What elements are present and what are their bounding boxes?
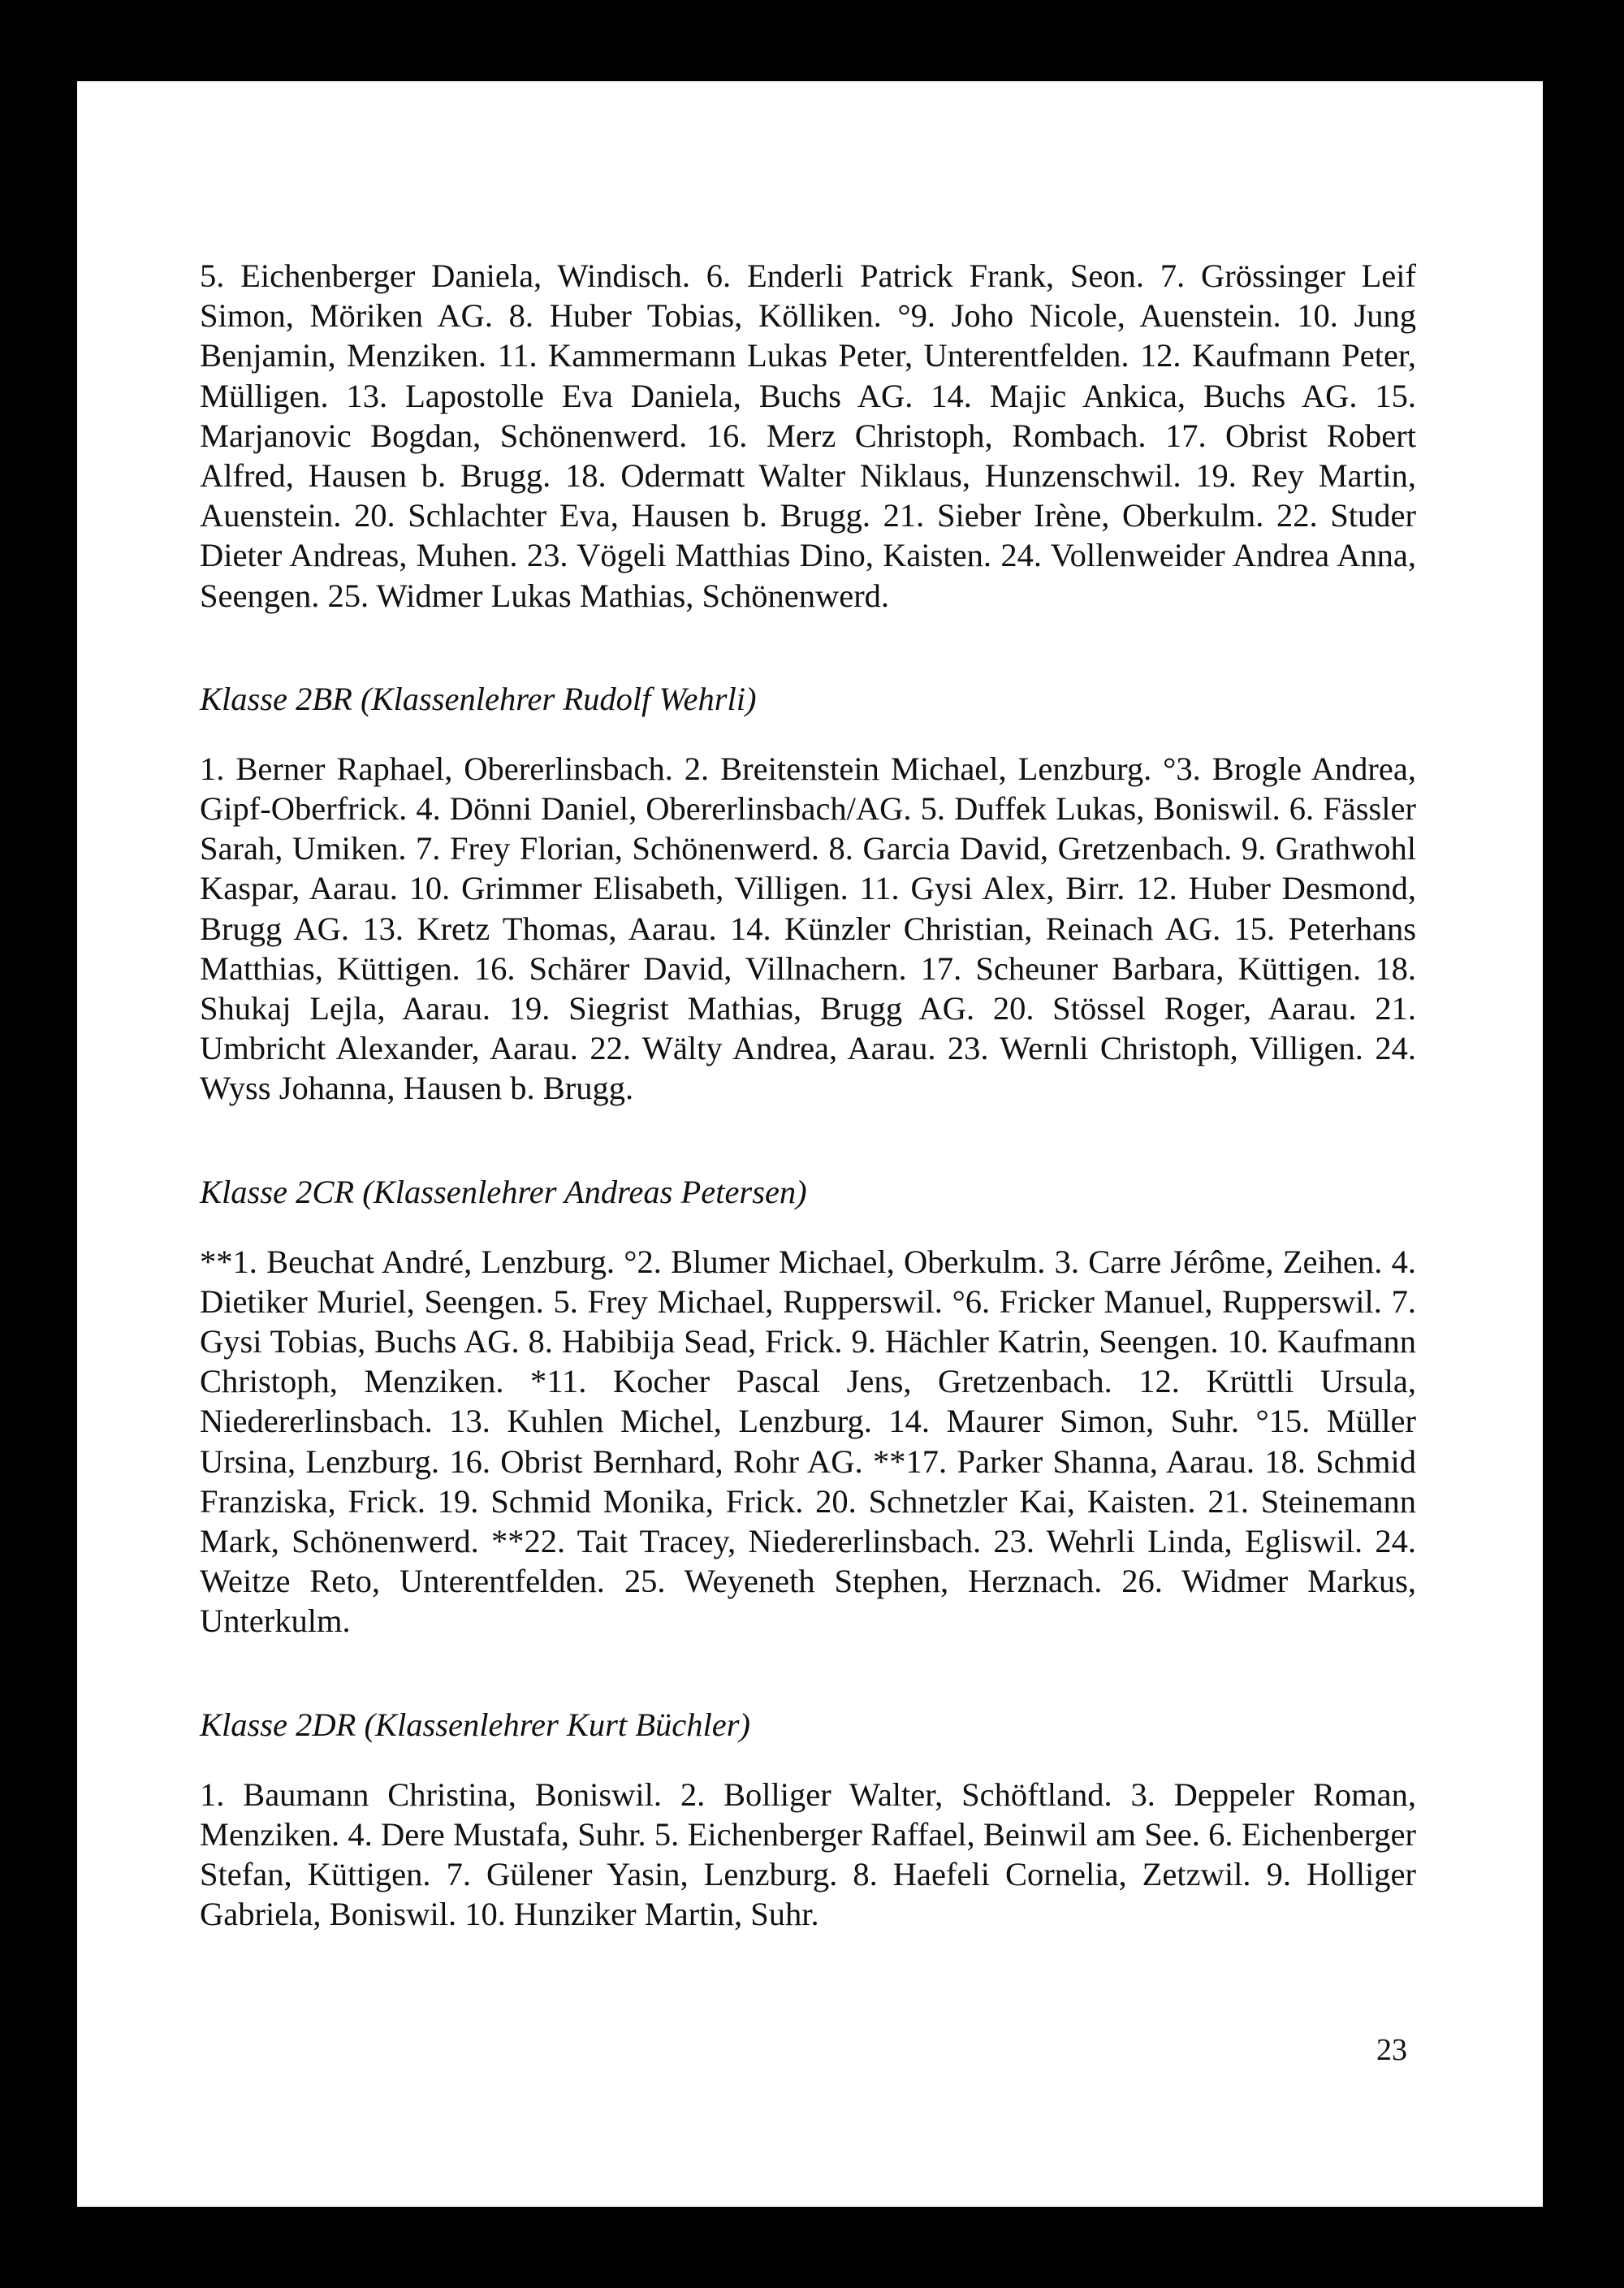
section-list-2dr: 1. Baumann Christina, Boniswil. 2. Bolliger Walter, Schöftland. 3. Deppeler Roman, Menziken. 4. Dere Mustafa, Suhr. 5. Eichenberger Raffael, Beinwil am See. 6. Eichenberger Stefan, Küttigen. 7. Gülener Yasin, Lenzburg. 8. Haefeli Cornelia, Zetzwil. 9. Holliger Gabriela, Boniswil. 10. Hunziker Martin, Suhr. <box>200 1775 1416 1933</box>
heading-spacer <box>200 720 1416 749</box>
section-spacer <box>200 1641 1416 1705</box>
section-spacer <box>200 616 1416 679</box>
section-list-2cr: **1. Beuchat André, Lenzburg. °2. Blumer Michael, Oberkulm. 3. Carre Jérôme, Zeihen. 4. Dietiker Muriel, Seengen. 5. Frey Michael, Rupperswil. °6. Fricker Manuel, Rupperswil. 7. Gysi Tobias, Buchs AG. 8. Habibija Sead, Frick. 9. Hächler Katrin, Seengen. 10. Kaufmann Christoph, Menziken. *11. Kocher Pascal Jens, Gretzenbach. 12. Krüttli Ursula, Niedererlinsbach. 13. Kuhlen Michel, Lenzburg. 14. Maurer Simon, Suhr. °15. Müller Ursina, Lenzburg. 16. Obrist Bernhard, Rohr AG. **17. Parker Shanna, Aarau. 18. Schmid Franziska, Frick. 19. Schmid Monika, Frick. 20. Schnetzler Kai, Kaisten. 21. Steinemann Mark, Schönenwerd. **22. Tait Tracey, Niedererlinsbach. 23. Wehrli Linda, Egliswil. 24. Weitze Reto, Unterentfelden. 25. Weyeneth Stephen, Herznach. 26. Widmer Markus, Unterkulm. <box>200 1243 1416 1640</box>
section-spacer <box>200 1109 1416 1172</box>
section-heading-2br: Klasse 2BR (Klassenlehrer Rudolf Wehrli) <box>200 680 757 717</box>
section-heading-2cr: Klasse 2CR (Klassenlehrer Andreas Petersen) <box>200 1173 807 1210</box>
class-list-continuation: 5. Eichenberger Daniela, Windisch. 6. Enderli Patrick Frank, Seon. 7. Grössinger Leif Simon, Möriken AG. 8. Huber Tobias, Kölliken. °9. Joho Nicole, Auenstein. 10. Jung Benjamin, Menziken. 11. Kammermann Lukas Peter, Unterentfelden. 12. Kaufmann Peter, Mülligen. 13. Lapostolle Eva Daniela, Buchs AG. 14. Majic Ankica, Buchs AG. 15. Marjanovic Bogdan, Schönenwerd. 16. Merz Christoph, Rombach. 17. Obrist Robert Alfred, Hausen b. Brugg. 18. Odermatt Walter Niklaus, Hunzenschwil. 19. Rey Martin, Auenstein. 20. Schlachter Eva, Hausen b. Brugg. 21. Sieber Irène, Oberkulm. 22. Studer Dieter Andreas, Muhen. 23. Vögeli Matthias Dino, Kaisten. 24. Vollenweider Andrea Anna, Seengen. 25. Widmer Lukas Mathias, Schönenwerd. <box>200 257 1416 614</box>
page-content <box>200 256 1416 1935</box>
heading-spacer <box>200 1213 1416 1242</box>
document-page <box>77 81 1543 2207</box>
section-heading-2dr: Klasse 2DR (Klassenlehrer Kurt Büchler) <box>200 1706 750 1743</box>
page-number: 23 <box>1376 2033 1407 2067</box>
section-list-2br: 1. Berner Raphael, Obererlinsbach. 2. Breitenstein Michael, Lenzburg. °3. Brogle Andrea, Gipf-Oberfrick. 4. Dönni Daniel, Obererlinsbach/AG. 5. Duffek Lukas, Boniswil. 6. Fässler Sarah, Umiken. 7. Frey Florian, Schönenwerd. 8. Garcia David, Gretzenbach. 9. Grathwohl Kaspar, Aarau. 10. Grimmer Elisabeth, Villigen. 11. Gysi Alex, Birr. 12. Huber Desmond, Brugg AG. 13. Kretz Thomas, Aarau. 14. Künzler Christian, Reinach AG. 15. Peterhans Matthias, Küttigen. 16. Schärer David, Villnachern. 17. Scheuner Barbara, Küttigen. 18. Shukaj Lejla, Aarau. 19. Siegrist Mathias, Brugg AG. 20. Stössel Roger, Aarau. 21. Umbricht Alexander, Aarau. 22. Wälty Andrea, Aarau. 23. Wernli Christoph, Villigen. 24. Wyss Johanna, Hausen b. Brugg. <box>200 750 1416 1107</box>
heading-spacer <box>200 1745 1416 1775</box>
